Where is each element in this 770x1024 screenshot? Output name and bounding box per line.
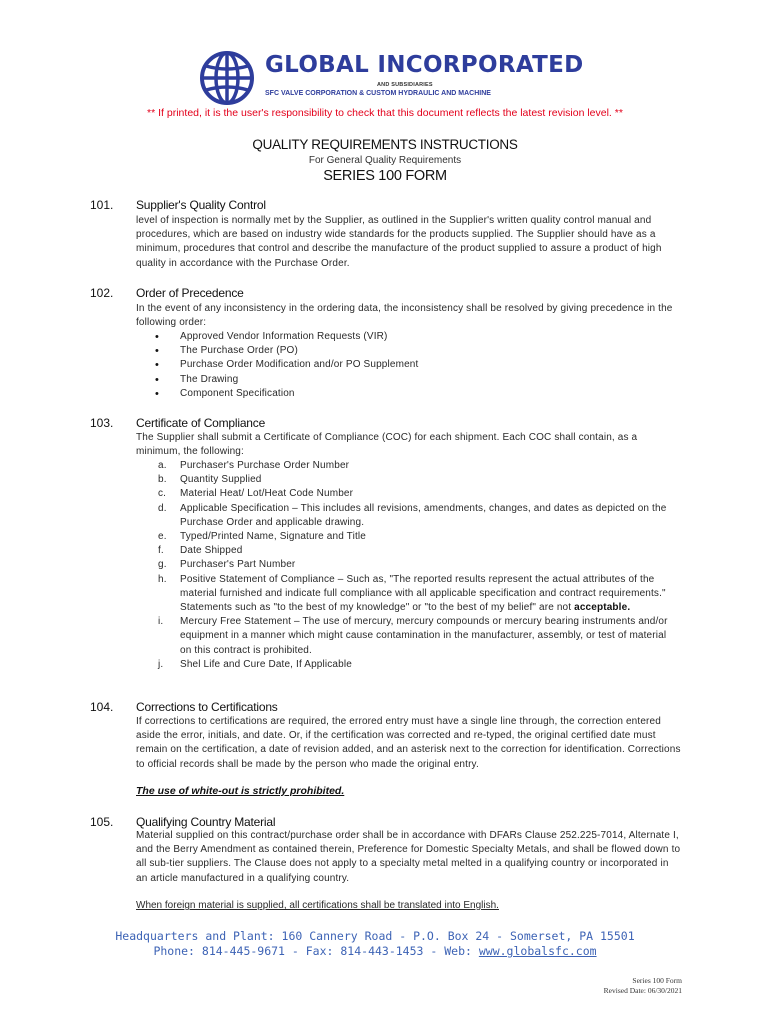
- section-103-heading: Certificate of Compliance: [136, 416, 266, 430]
- list-item: • The Purchase Order (PO): [150, 344, 418, 358]
- series-title: SERIES 100 FORM: [323, 168, 447, 184]
- website-link[interactable]: www.globalsfc.com: [478, 944, 597, 958]
- list-item-text: Date Shipped: [180, 545, 243, 557]
- list-item: [150, 558, 680, 572]
- whiteout-prohibition-note: The use of white-out is strictly prohibited.: [136, 785, 345, 797]
- list-item-text: Quantity Supplied: [180, 474, 262, 486]
- list-marker: b.: [158, 474, 167, 486]
- company-name: GLOBAL INCORPORATED: [265, 52, 584, 78]
- section-105-body: Material supplied on this contract/purchase order shall be in accordance with DFARs Clause 252.225-7014, Alternate I, and the Berry Amendment as contained therein, Preference for Domestic Specialty Metals, and shall be flowed down to all sub-tier suppliers. The Clause does not apply to a specialty metal melted in a qualifying country or incorporated in an article manufactured in a qualifying country.: [136, 830, 681, 884]
- list-item: [150, 459, 680, 473]
- list-item: [150, 530, 680, 544]
- emphasis-text: acceptable.: [574, 602, 631, 614]
- list-item: • Component Specification: [150, 387, 418, 401]
- section-104-heading: Corrections to Certifications: [136, 700, 278, 714]
- list-item: [150, 502, 680, 530]
- section-101-body: level of inspection is normally met by the Supplier, as outlined in the Supplier's written quality control manual and procedures, which are based on industry wide standards for the products supplied. The Supplier should have as a minimum, procedures that control and describe the manufacture of the product supplied to assure a product of high quality in accordance with the Purchase Order.: [136, 215, 662, 269]
- list-marker: g.: [158, 559, 167, 571]
- list-marker: d.: [158, 502, 167, 514]
- list-item: [150, 658, 680, 672]
- form-identifier: [604, 976, 682, 996]
- list-item-text: Mercury Free Statement – The use of mercury, mercury compounds or mercury bearing instruments and/or equipment in a manner which might cause contamination in the manufacturer, assembly, or test of material on this contract is prohibited.: [180, 616, 668, 656]
- globe-icon: [199, 50, 255, 106]
- list-item: [150, 573, 680, 616]
- list-marker: j.: [158, 658, 164, 670]
- subsidiaries-label: AND SUBSIDIARIES: [377, 82, 433, 88]
- section-102-body: In the event of any inconsistency in the ordering data, the inconsistency shall be resolved by giving precedence in the following order:: [136, 303, 673, 329]
- footer-contact: [0, 944, 750, 958]
- form-name: Series 100 Form: [632, 976, 682, 985]
- section-102-number: 102.: [90, 286, 114, 300]
- footer-contact-text: Phone: 814-445-9671 - Fax: 814-443-1453 - Web:: [153, 944, 479, 958]
- list-marker: f.: [158, 545, 164, 557]
- precedence-list: [150, 330, 418, 401]
- list-item-text: Purchaser's Part Number: [180, 559, 296, 571]
- list-item: • The Drawing: [150, 373, 418, 387]
- section-105-number: 105.: [90, 815, 114, 829]
- list-item-text: Typed/Printed Name, Signature and Title: [180, 531, 366, 543]
- section-104-body: If corrections to certifications are required, the errored entry must have a single line through, the correction entered aside the error, initials, and date. Or, if the certification was corrected and re-typed, the original certified date must remain on the certification, a date of revision added, and an asterisk next to the correction for identification. Corrections to official records shall be made by the person who made the original entry.: [136, 716, 681, 770]
- footer-address: Headquarters and Plant: 160 Cannery Road - P.O. Box 24 - Somerset, PA 15501: [115, 929, 635, 943]
- list-item: [150, 615, 680, 658]
- section-104-number: 104.: [90, 700, 114, 714]
- divisions-label: SFC VALVE CORPORATION & CUSTOM HYDRAULIC AND MACHINE: [265, 90, 491, 97]
- list-item: [150, 473, 680, 487]
- list-item-text: Material Heat/ Lot/Heat Code Number: [180, 488, 354, 500]
- revision-warning: ** If printed, it is the user's responsibility to check that this document reflects the latest revision level. **: [147, 107, 623, 119]
- list-marker: e.: [158, 531, 167, 543]
- section-103-body: The Supplier shall submit a Certificate of Compliance (COC) for each shipment. Each COC shall contain, as a minimum, the following:: [136, 432, 638, 458]
- list-marker: a.: [158, 460, 167, 471]
- list-item-text: Applicable Specification – This includes all revisions, amendments, changes, and dates as depicted on the Purchase Order and applicable drawing.: [180, 502, 667, 528]
- section-101-heading: Supplier's Quality Control: [136, 198, 266, 212]
- list-item: [150, 544, 680, 558]
- section-103-number: 103.: [90, 416, 114, 430]
- list-item-text: Purchaser's Purchase Order Number: [180, 460, 350, 471]
- section-101-number: 101.: [90, 198, 114, 212]
- list-marker: i.: [158, 616, 164, 628]
- company-logo: [199, 50, 584, 108]
- revised-date: Revised Date: 06/30/2021: [603, 986, 682, 995]
- document-title: QUALITY REQUIREMENTS INSTRUCTIONS: [252, 137, 518, 152]
- list-item: • Approved Vendor Information Requests (VIR): [150, 330, 418, 344]
- list-marker: h.: [158, 573, 167, 585]
- document-subtitle: For General Quality Requirements: [308, 155, 462, 166]
- list-marker: c.: [158, 488, 167, 500]
- section-105-heading: Qualifying Country Material: [136, 815, 276, 829]
- foreign-material-note: When foreign material is supplied, all certifications shall be translated into English.: [136, 900, 499, 911]
- section-102-heading: Order of Precedence: [136, 286, 244, 300]
- coc-requirements-list: [150, 459, 680, 672]
- list-item-text: Positive Statement of Compliance – Such as, "The reported results represent the actual attributes of the material furnished and indicate full compliance with all applicable specification and contract requirements." Statements such as "to the best of my knowledge" or "to the best of my belief" are not: [180, 573, 666, 614]
- list-item: • Purchase Order Modification and/or PO Supplement: [150, 358, 418, 372]
- list-item: [150, 487, 680, 501]
- list-item-text: Shel Life and Cure Date, If Applicable: [180, 658, 352, 670]
